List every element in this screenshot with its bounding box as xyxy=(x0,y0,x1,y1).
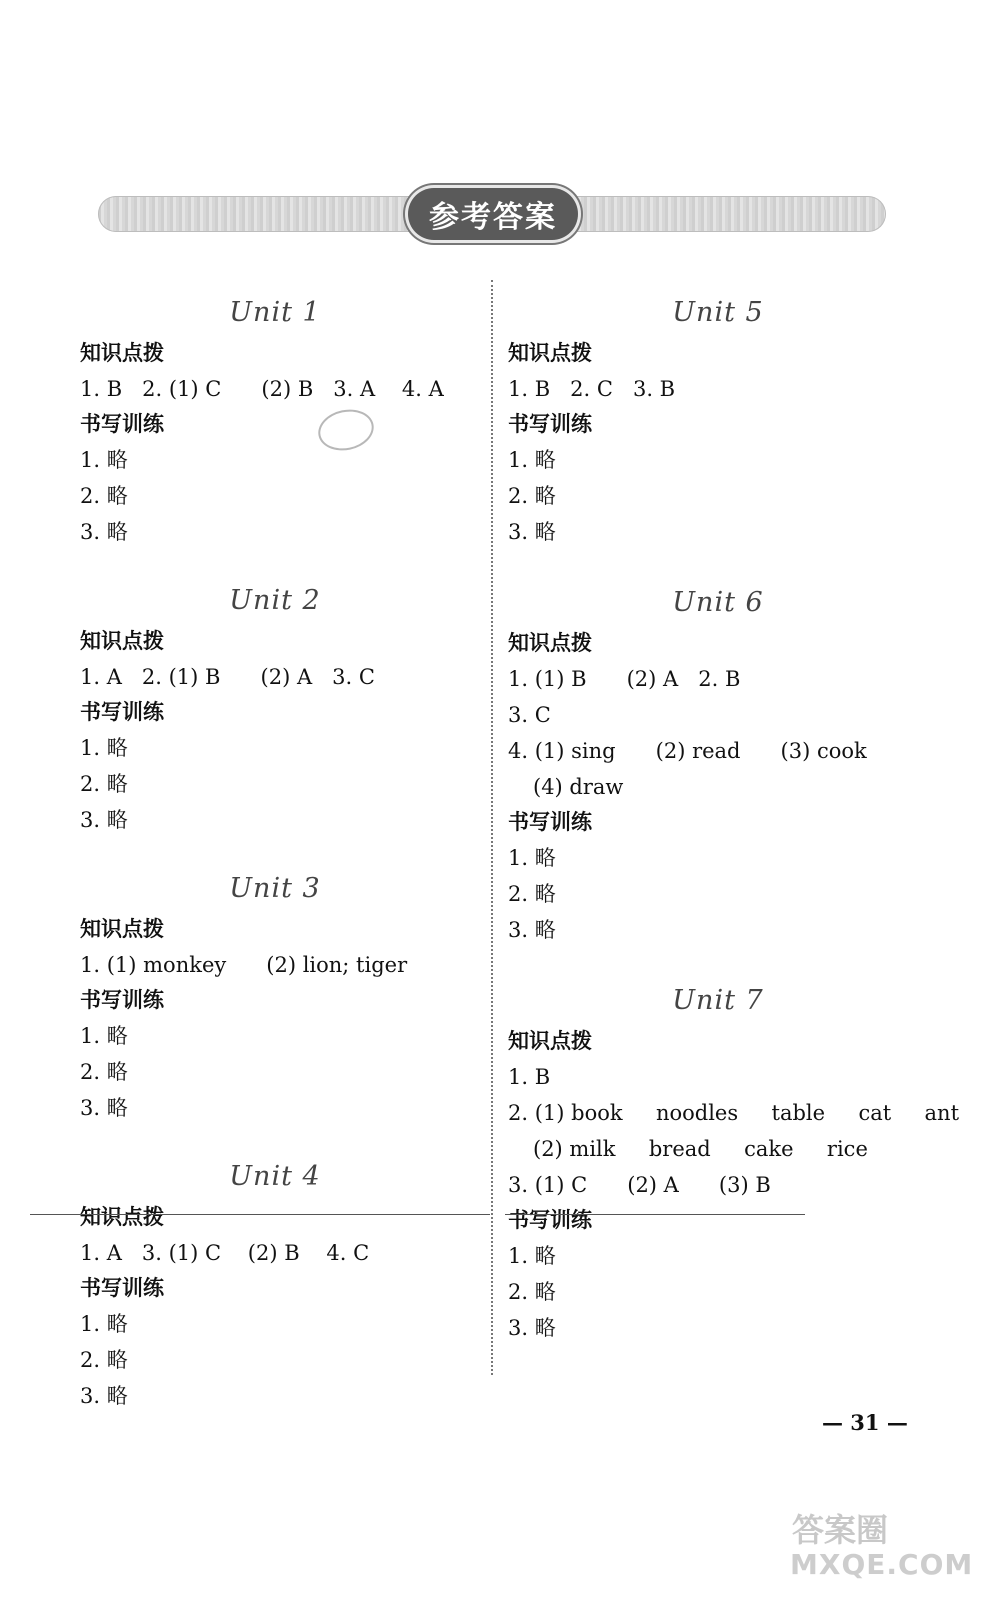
unit-block xyxy=(508,978,960,1346)
section-head: 书写训练 xyxy=(508,412,592,436)
answer-line: 1. 略 xyxy=(80,1024,128,1048)
unit-title: Unit 5 xyxy=(672,297,764,328)
answer-line: 3. 略 xyxy=(508,918,556,942)
answer-line: (2) milk bread cake rice xyxy=(533,1137,868,1161)
section-head: 书写训练 xyxy=(80,700,164,724)
answer-line: 1. A 3. (1) C (2) B 4. C xyxy=(80,1241,370,1265)
answer-line: 1. 略 xyxy=(508,448,556,472)
answer-line: 2. 略 xyxy=(508,1280,556,1304)
unit-block xyxy=(80,290,470,550)
watermark-site: MXQE.COM xyxy=(790,1548,974,1581)
answer-line: 3. 略 xyxy=(508,520,556,544)
section-head: 知识点拨 xyxy=(508,1029,592,1053)
unit-block xyxy=(80,1154,470,1414)
answer-line: 4. (1) sing (2) read (3) cook xyxy=(508,739,867,763)
answer-line: 1. B xyxy=(508,1065,551,1089)
answer-line: 1. B 2. (1) C (2) B 3. A 4. A xyxy=(80,377,444,401)
strike-line-left xyxy=(30,1214,490,1215)
section-head: 书写训练 xyxy=(80,988,164,1012)
answer-line: 2. 略 xyxy=(508,484,556,508)
answer-line: 2. 略 xyxy=(80,772,128,796)
strike-line-right xyxy=(505,1214,805,1215)
unit-title: Unit 2 xyxy=(229,585,321,616)
answer-line: 2. 略 xyxy=(80,484,128,508)
answer-line: 3. C xyxy=(508,703,551,727)
answer-line: 1. 略 xyxy=(80,448,128,472)
page-number: — 31 — xyxy=(822,1410,908,1435)
section-head: 知识点拨 xyxy=(80,629,164,653)
unit-block xyxy=(508,580,928,948)
unit-title: Unit 7 xyxy=(672,985,764,1016)
unit-block xyxy=(508,290,928,550)
section-head: 知识点拨 xyxy=(80,917,164,941)
column-divider xyxy=(491,280,493,1375)
unit-title: Unit 4 xyxy=(229,1161,321,1192)
section-head: 书写训练 xyxy=(80,412,164,436)
unit-block xyxy=(80,866,470,1126)
answer-line: 2. (1) book noodles table cat ant xyxy=(508,1101,960,1125)
left-column xyxy=(80,290,470,1414)
answer-line: (4) draw xyxy=(533,775,624,799)
section-head: 知识点拨 xyxy=(508,631,592,655)
answer-line: 1. 略 xyxy=(508,846,556,870)
unit-title: Unit 1 xyxy=(229,297,321,328)
section-head: 书写训练 xyxy=(508,1208,592,1232)
answer-line: 1. (1) monkey (2) lion; tiger xyxy=(80,953,408,977)
answer-line: 1. 略 xyxy=(508,1244,556,1268)
answer-line: 3. 略 xyxy=(508,1316,556,1340)
answer-line: 1. (1) B (2) A 2. B xyxy=(508,667,741,691)
section-head: 书写训练 xyxy=(508,810,592,834)
answer-line: 3. 略 xyxy=(80,520,128,544)
section-head: 知识点拨 xyxy=(508,341,592,365)
answer-line: 3. 略 xyxy=(80,1096,128,1120)
answer-line: 2. 略 xyxy=(80,1348,128,1372)
answer-line: 3. (1) C (2) A (3) B xyxy=(508,1173,771,1197)
section-head: 知识点拨 xyxy=(80,341,164,365)
answer-line: 3. 略 xyxy=(80,808,128,832)
answer-line: 1. 略 xyxy=(80,1312,128,1336)
answer-line: 1. B 2. C 3. B xyxy=(508,377,676,401)
right-column xyxy=(508,290,960,1346)
answer-line: 1. 略 xyxy=(80,736,128,760)
unit-title: Unit 6 xyxy=(672,587,764,618)
unit-title: Unit 3 xyxy=(229,873,321,904)
section-head: 书写训练 xyxy=(80,1276,164,1300)
answer-line: 2. 略 xyxy=(80,1060,128,1084)
page-title: 参考答案 xyxy=(408,188,578,240)
section-head: 知识点拨 xyxy=(80,1205,164,1229)
answer-line: 2. 略 xyxy=(508,882,556,906)
unit-block xyxy=(80,578,470,838)
watermark-logo: 答案圈 xyxy=(792,1511,889,1549)
answer-line: 3. 略 xyxy=(80,1384,128,1408)
answer-line: 1. A 2. (1) B (2) A 3. C xyxy=(80,665,375,689)
